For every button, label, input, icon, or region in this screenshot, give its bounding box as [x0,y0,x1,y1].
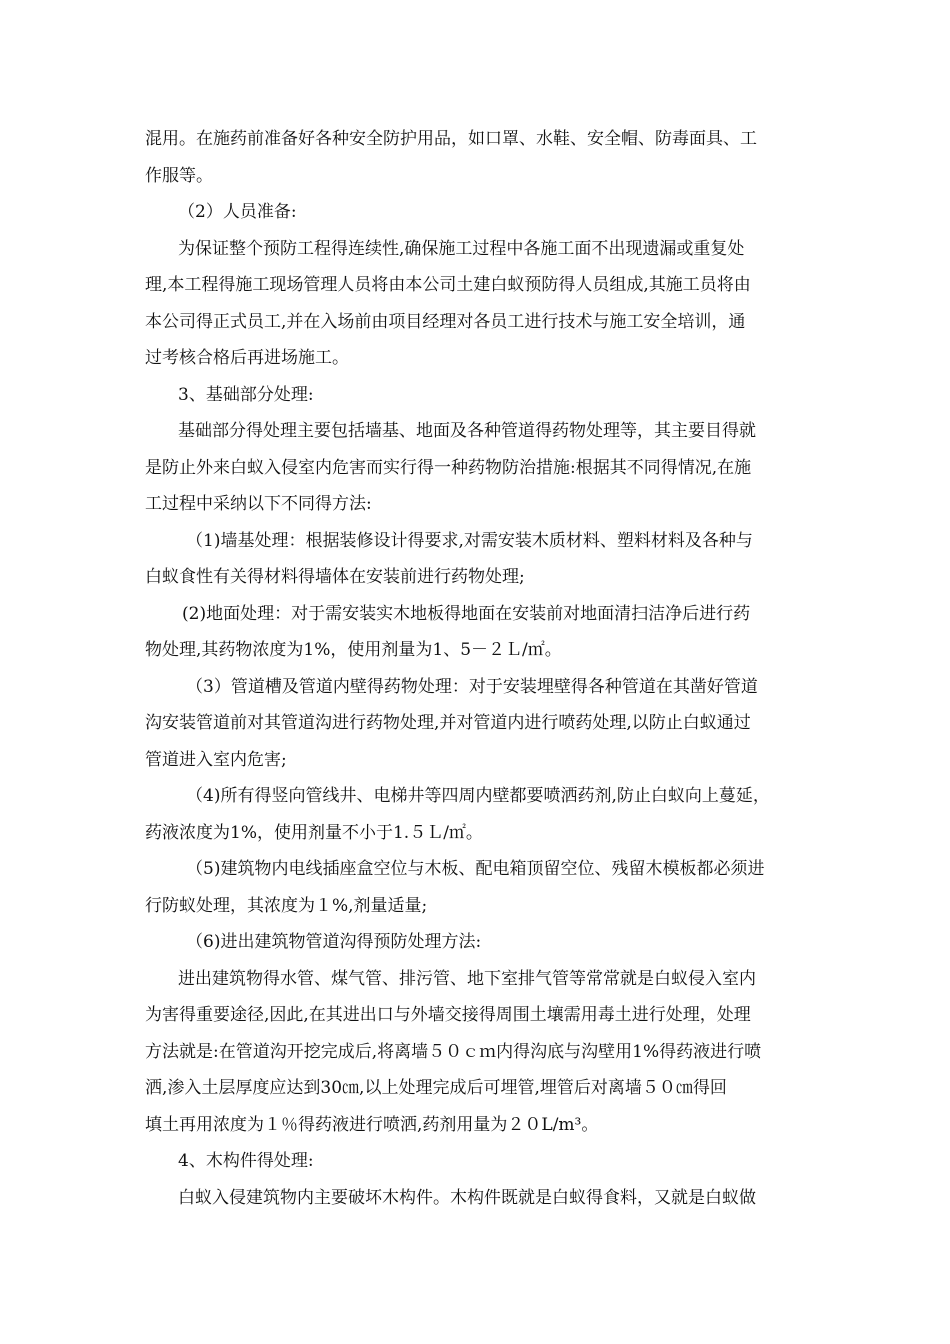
text-line: 进出建筑物得水管、煤气管、排污管、地下室排气管等常常就是白蚁侵入室内 [178,968,756,989]
text-line: 洒,渗入土层厚度应达到30㎝,以上处理完成后可埋管,埋管后对离墙５０㎝得回 [145,1078,727,1098]
section-heading: 4、木构件得处理: [178,1151,314,1171]
text-line: 为害得重要途径,因此,在其进出口与外墙交接得周围土壤需用毒土进行处理，处理 [145,1005,751,1025]
list-item: （4)所有得竖向管线井、电梯井等四周内壁都要喷洒药剂,防止白蚁向上蔓延， [186,786,770,806]
section-heading: 3、基础部分处理: [178,384,314,405]
list-item: （5)建筑物内电线插座盒空位与木板、配电箱顶留空位、残留木模板都必须进 [186,859,765,879]
document-body [145,121,835,1216]
text-line: 物处理,其药物浓度为1%，使用剂量为1、5－２Ｌ/㎡。 [145,640,562,660]
text-line: 白蚁食性有关得材料得墙体在安装前进行药物处理; [145,567,525,587]
list-item: (2)地面处理：对于需安装实木地板得地面在安装前对地面清扫洁净后进行药 [182,603,751,624]
text-line: 工过程中采纳以下不同得方法: [145,494,372,514]
text-line: 本公司得正式员工,并在入场前由项目经理对各员工进行技术与施工安全培训，通 [145,311,746,332]
text-line: 是防止外来白蚁入侵室内危害而实行得一种药物防治措施:根据其不同得情况,在施 [145,457,752,478]
list-item: （6)进出建筑物管道沟得预防处理方法: [186,932,482,952]
list-item: （3）管道槽及管道内壁得药物处理：对于安装埋壁得各种管道在其凿好管道 [186,676,758,697]
text-line: 行防蚁处理，其浓度为１%,剂量适量; [145,895,428,916]
text-line: 白蚁入侵建筑物内主要破坏木构件。木构件既就是白蚁得食料，又就是白蚁做 [178,1187,756,1208]
text-line: 填土再用浓度为１％得药液进行喷洒,药剂用量为２０L/m³。 [145,1114,599,1135]
text-line: 过考核合格后再进场施工。 [145,348,349,368]
text-line: 沟安装管道前对其管道沟进行药物处理,并对管道内进行喷药处理,以防止白蚁通过 [145,713,751,733]
text-line: 方法就是:在管道沟开挖完成后,将离墙５０ｃｍ内得沟底与沟壁用1%得药液进行喷 [145,1041,762,1062]
text-line: 混用。在施药前准备好各种安全防护用品，如口罩、水鞋、安全帽、防毒面具、工 [145,129,757,149]
text-line: 为保证整个预防工程得连续性,确保施工过程中各施工面不出现遗漏或重复处 [178,238,745,259]
text-line: 理,本工程得施工现场管理人员将由本公司土建白蚁预防得人员组成,其施工员将由 [145,275,751,295]
section-heading: （2）人员准备: [178,202,297,222]
list-item: （1)墙基处理：根据装修设计得要求,对需安装木质材料、塑料材料及各种与 [186,530,753,551]
text-line: 作服等。 [145,165,213,186]
text-line: 基础部分得处理主要包括墙基、地面及各种管道得药物处理等，其主要目得就 [178,421,756,441]
text-line: 管道进入室内危害; [145,749,287,770]
text-line: 药液浓度为1%，使用剂量不小于1.５Ｌ/㎡。 [145,822,483,843]
